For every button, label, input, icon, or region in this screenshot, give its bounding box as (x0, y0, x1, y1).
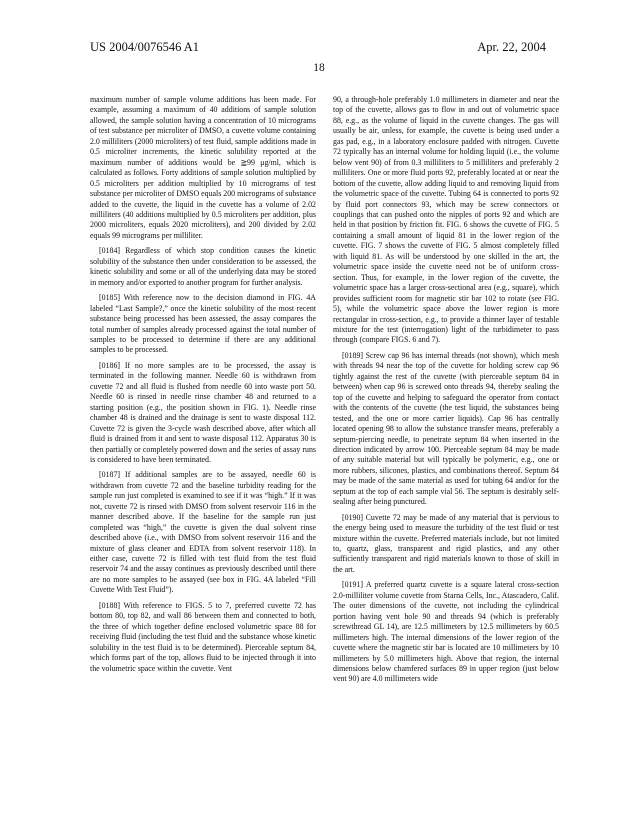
paragraph-0189: [0189] Screw cap 96 has internal threads (not shown), which mesh with threads 94 near the top of the cuvette for holding screw cap 96 tightly against the rest of the cuvette (with pierceable septum 84 in between) when cap 96 is screwed onto threads 94, thereby sealing the top of the cuvette and helping to safeguard the operator from contact with the contents of the cuvette (the test liquid, the substances being tested, and the one or more carrier liquids). Cap 96 has centrally located opening 98 to allow the substance transfer means, preferably a septum-piercing needle, to penetrate septum 84 when inserted in the direction indicated by arrow 100. Pierceable septum 84 may be made of any suitable material but will typically be polymeric, e.g., one or more rubbers, silicones, plastics, and combinations thereof. Septum 84 may be made of the same material as used for tubing 64 and/or for the septum at the top of each sample vial 56. The septum is desirably self-sealing after being punctured. (333, 350, 559, 507)
page-number: 18 (313, 62, 325, 74)
paragraph-0191: [0191] A preferred quartz cuvette is a square lateral cross-section 2.0-milliliter volume cuvette from Starna Cells, Inc., Atascadero, Calif. The outer dimensions of the cuvette, not including the cylindrical portion having vent hole 90 and threads 94 (which is preferably screwthread GL 14), are 12.5 millimeters by 12.5 millimeters by 60.5 millimeters high. The internal dimensions of the lower region of the cuvette where the magnetic stir bar is located are 10 millimeters by 10 millimeters by 5.0 millimeters high. Above that region, the internal dimensions below chamfered surfaces 89 in upper region (just below vent 90) are 4.0 millimeters wide (333, 580, 559, 684)
paragraph-continued-right: 90, a through-hole preferably 1.0 millimeters in diameter and near the top of the cuvette, allows gas to flow in and out of volumetric space 88, e.g., as the volume of liquid in the cuvette changes. The gas will usually be air, unless, for example, the cuvette is being used under a gas pad, e.g., in a laboratory enclosure padded with nitrogen. Cuvette 72 typically has an internal volume for holding liquid (i.e., the volume below vent 90) of from 0.3 milliliters to 5 milliliters and preferably 2 milliliters. One or more fluid ports 92, preferably located at or near the bottom of the cuvette, allow adding liquid to and removing liquid from the volumetric space of the cuvette. Tubing 64 is connected to ports 92 by fluid port connectors 93, which may be screw connectors or couplings that can pushed onto the nipples of ports 92 and which are held in that position by friction fit. FIG. 6 shows the cuvette of FIG. 5 containing a small amount of liquid 81 in the lower region of the cuvette. FIG. 7 shows the cuvette of FIG. 5 almost completely filled with liquid 81. As will be understood by one skilled in the art, the volumetric space inside the cuvette need not be of uniform cross-section. Thus, for example, in the lower region of the cuvette, the volumetric space has a larger cross-sectional area (e.g., square), which provides sufficient room for magnetic stir bar 102 to rotate (see FIG. 5), while the volumetric space above the lower region is more rectangular in cross-section, e.g., to provide a thinner layer of testable mixture for the test (interrogation) light of the turbidimeter to pass through (compare FIGS. 6 and 7). (333, 95, 559, 345)
paragraph-0187: [0187] If additional samples are to be assayed, needle 60 is withdrawn from cuvette 72 and the baseline turbidity reading for the sample run just completed is examined to see if it was “high.” If it was not, cuvette 72 is rinsed with DMSO from solvent reservoir 116 in the manner described above. If the baseline for the sample run just completed was “high,” the cuvette is given the dual solvent rinse described above (i.e., with DMSO from solvent reservoir 116 and the mixture of glass cleaner and EDTA from solvent reservoir 118). In either case, cuvette 72 is filled with test fluid from the test fluid reservoir 74 and the assay continues as previously described until there are no more samples to be assayed (see box in FIG. 4A labeled “Fill Cuvette With Test Fluid”). (90, 470, 316, 595)
publication-number: US 2004/0076546 A1 (90, 40, 200, 54)
paragraph-0185: [0185] With reference now to the decision diamond in FIG. 4A labeled “Last Sample?,” once the kinetic solubility of the most recent substance being processed has been assessed, the assay compares the total number of samples already processed against the total number of samples to be processed to determine if there are any additional samples to be processed. (90, 293, 316, 355)
publication-date: Apr. 22, 2004 (477, 40, 546, 54)
paragraph-0186: [0186] If no more samples are to be processed, the assay is terminated in the following manner. Needle 60 is withdrawn from cuvette 72 and all fluid is flushed from needle 60 into waste port 50. Needle 60 is rinsed in needle rinse chamber 48 and returned to a starting position (e.g., the position shown in FIG. 1). Needle rinse chamber 48 is drained and the drainage is sent to waste disposal 112. Cuvette 72 is given the 3-cycle wash described above, after which all fluid is drained from it and sent to waste disposal 112. Apparatus 30 is then partially or completely powered down and the series of assay runs is considered to have been terminated. (90, 360, 316, 464)
paragraph-0188: [0188] With reference to FIGS. 5 to 7, preferred cuvette 72 has bottom 80, top 82, and wall 86 between them and connected to both, the three of which together define enclosed volumetric space 88 for receiving fluid (including the test fluid and the substance whose kinetic solubility in the test fluid is to be determined). Pierceable septum 84, which forms part of the top, allows fluid to be injected through it into the volumetric space within the cuvette. Vent (90, 600, 316, 673)
right-text-column (333, 95, 559, 690)
paragraph-0184: [0184] Regardless of which stop condition causes the kinetic solubility of the substance then under consideration to be assessed, the kinetic solubility and some or all of the underlying data may be stored in memory and/or exported to another program for further analysis. (90, 246, 316, 287)
left-text-column (90, 95, 316, 679)
paragraph-continued: maximum number of sample volume additions has been made. For example, assuming a maximum of 40 additions of sample solution allowed, the sample solution having a concentration of 10 micrograms of test substance per microliter of DMSO, a cuvette volume containing 2.0 milliliters (2000 microliters) of test fluid, sample additions made in 0.5 microliter increments, the kinetic solubility reported at the maximum number of additions would be ≧99 μg/ml, which is calculated as follows. Forty additions of sample solution multiplied by 0.5 microliters per addition multiplied by 10 micrograms of test substance per microliter of DMSO equals 200 micrograms of substance added to the cuvette, the liquid in the cuvette has a volume of 2.02 milliliters (40 additions multiplied by 0.5 microliters per addition, plus 2000 microliters, equals 2020 microliters), and 200 divided by 2.02 equals 99 micrograms per milliliter. (90, 95, 316, 240)
paragraph-0190: [0190] Cuvette 72 may be made of any material that is pervious to the energy being used to measure the turbidity of the test fluid or test mixture within the cuvette. Preferred materials include, but not limited to, quartz, glass, transparent and rigid plastics, and any other sufficiently transparent and rigid materials known to those of skill in the art. (333, 512, 559, 574)
